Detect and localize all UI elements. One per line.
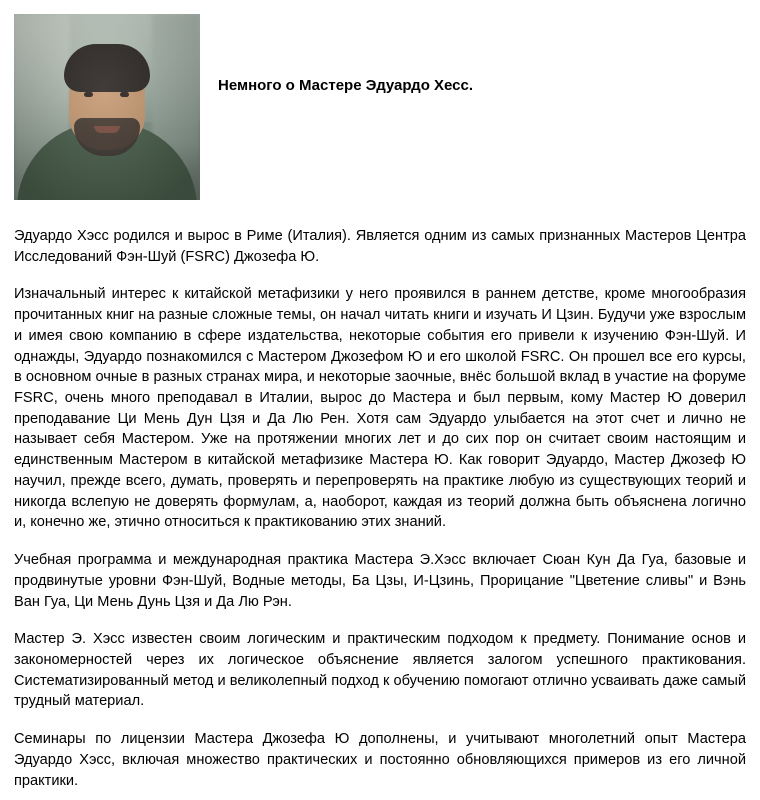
photo-vignette (14, 14, 200, 200)
paragraph-5: Семинары по лицензии Мастера Джозефа Ю дополнены, и учитывают многолетний опыт Мастера Эдуардо Хэсс, включая множество практических и постоянно обновляющихся примеров из его личной практики. (14, 731, 746, 789)
paragraph-2: Изначальный интерес к китайской метафизики у него проявился в раннем детстве, кроме многообразия прочитанных книг на разные сложные темы, он начал читать книги и изучать И Цзин. Будучи уже взрослым и имея свою компанию в сфере издательства, некоторые события его привели к изучению Фэн-Шуй. И однажды, Эдуардо познакомился с Мастером Джозефом Ю и его школой FSRC. Он прошел все его курсы, в основном очные в разных странах мира, и некоторые заочные, внёс большой вклад в участие на форуме FSRC, очень много преподавал в Италии, вырос до Мастера и был первым, кому Мастер Ю доверил преподавание Ци Мень Дун Цзя и Да Лю Рен. Хотя сам Эдуардо улыбается на этот счет и лично не называет себя Мастером. Уже на протяжении многих лет и до сих пор он считает своим настоящим и единственным Мастером в китайской метафизике Мастера Ю. Как говорит Эдуардо, Мастер Джозеф Ю научил, прежде всего, думать, проверять и перепроверять на практике любую из существующих теорий и никогда вслепую не доверять формулам, а, наоборот, каждая из теорий должна быть объяснена логично и, конечно же, этично относиться к практикованию этих знаний. (14, 286, 746, 531)
page-title: Немного о Мастере Эдуардо Хесс. (218, 77, 474, 94)
paragraph-3: Учебная программа и международная практика Мастера Э.Хэсс включает Сюан Кун Да Гуа, базовые и продвинутые уровни Фэн-Шуй, Водные методы, Ба Цзы, И-Цзинь, Прорицание "Цветение сливы" и Вэнь Ван Гуа, Ци Мень Дунь Цзя и Да Лю Рэн. (14, 552, 746, 610)
header-block (14, 14, 746, 210)
paragraph-1: Эдуардо Хэсс родился и вырос в Риме (Италия). Является одним из самых признанных Мастеров Центра Исследований Фэн-Шуй (FSRC) Джозефа Ю. (14, 228, 746, 265)
portrait-photo (14, 14, 200, 200)
paragraph-4: Мастер Э. Хэсс известен своим логическим и практическим подходом к предмету. Понимание основ и закономерностей через их логическое объяснение является залогом успешного практикования. Систематизированный метод и великолепный подход к обучению помогают отлично усваивать даже самый трудный материал. (14, 631, 746, 710)
article-body (14, 210, 746, 791)
